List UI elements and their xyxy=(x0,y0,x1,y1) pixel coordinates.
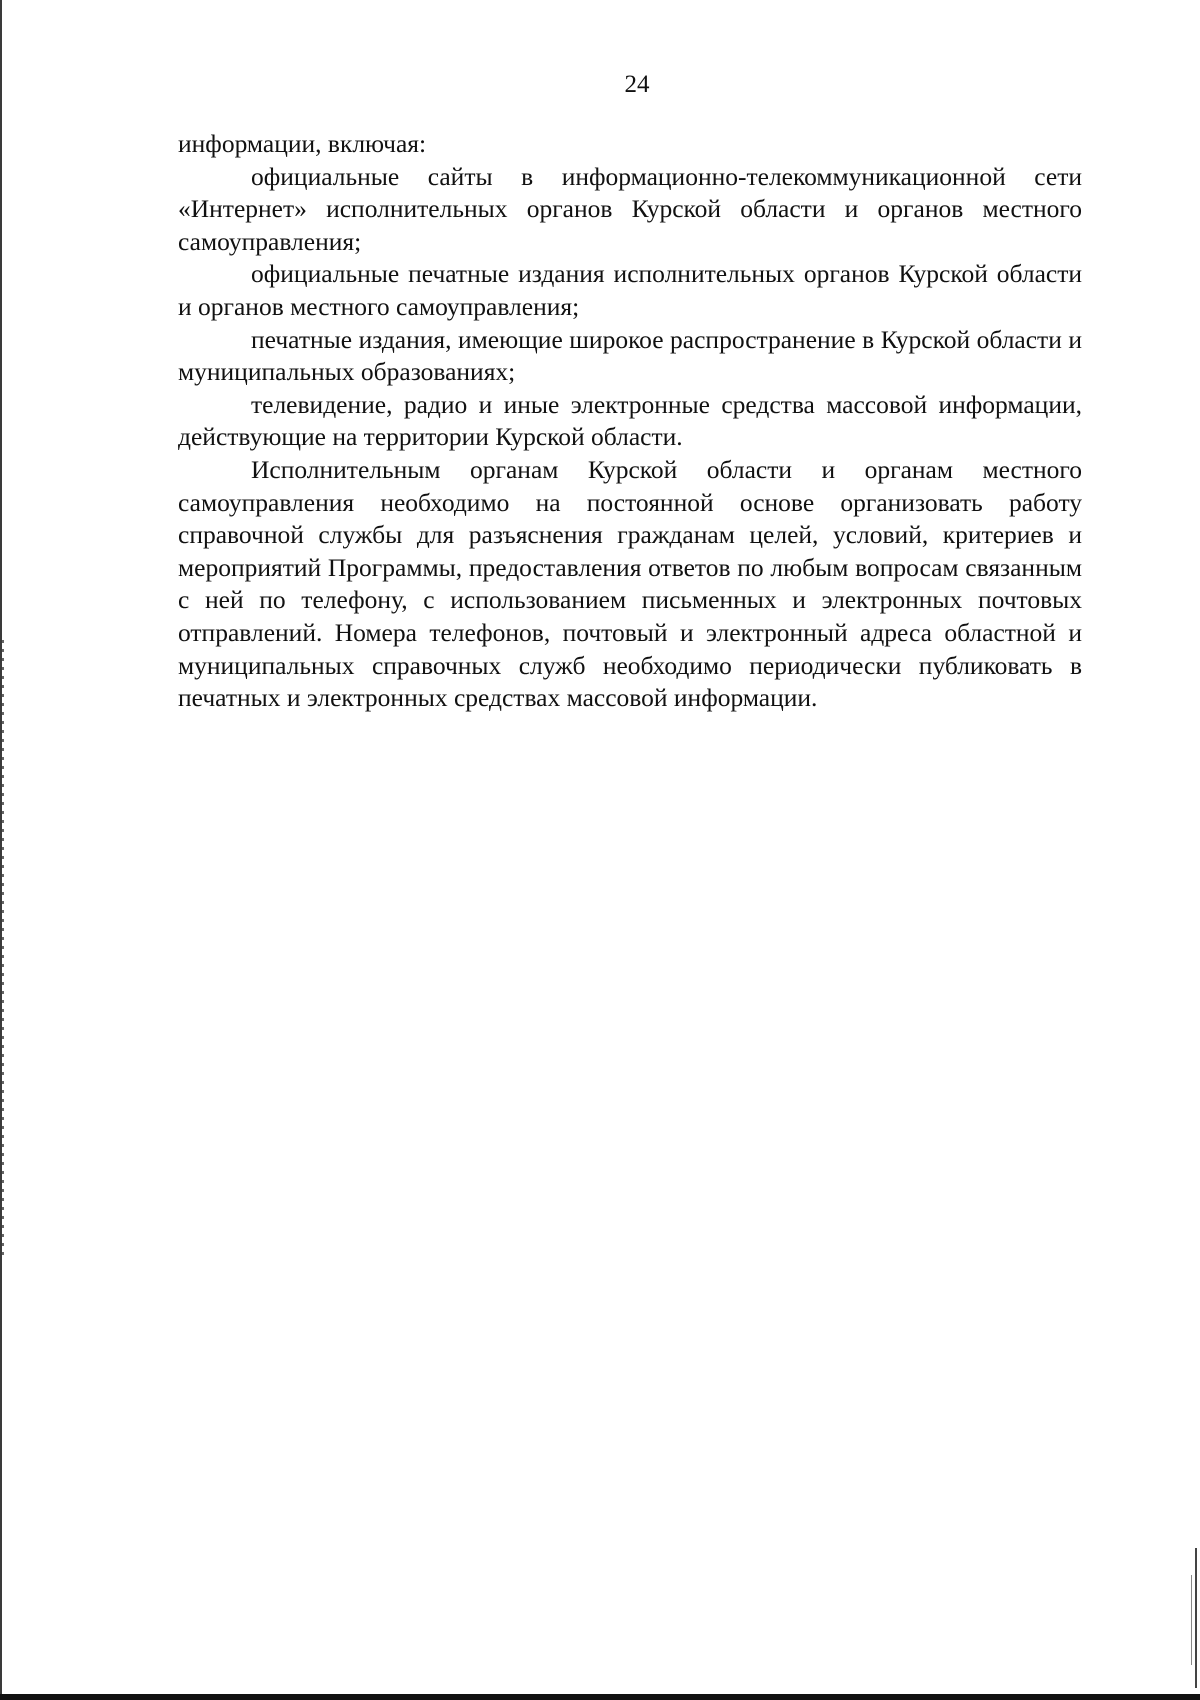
paragraph-wide-print: печатные издания, имеющие широкое распространение в Курской области и муниципальных образованиях; xyxy=(178,324,1082,387)
paragraph-official-websites: официальные сайты в информационно-телекоммуникационной сети «Интернет» исполнительных органов Курской области и органов местного самоуправления; xyxy=(178,161,1082,256)
body-text xyxy=(178,128,1082,715)
scan-edge-left-marks xyxy=(2,640,4,1260)
paragraph-continuation: информации, включая: xyxy=(178,129,427,158)
scan-edge-right xyxy=(1195,1548,1197,1688)
page-number: 24 xyxy=(624,71,650,98)
scan-edge-bottom xyxy=(0,1694,1200,1700)
paragraph-electronic-media: телевидение, радио и иные электронные средства массовой информации, действующие на территории Курской области. xyxy=(178,389,1082,452)
scan-edge-right-faint xyxy=(1191,1575,1192,1665)
paragraph-help-service: Исполнительным органам Курской области и органам местного самоуправления необходимо на постоянной основе организовать работу справочной службы для разъяснения гражданам целей, условий, критериев и мероприятий Программы, предоставления ответов по любым вопросам связанным с ней по телефону, с использованием письменных и электронных почтовых отправлений. Номера телефонов, почтовый и электронный адреса областной и муниципальных справочных служб необходимо периодически публиковать в печатных и электронных средствах массовой информации. xyxy=(178,454,1082,713)
paragraph-official-print: официальные печатные издания исполнительных органов Курской области и органов местного самоуправления; xyxy=(178,259,1082,321)
